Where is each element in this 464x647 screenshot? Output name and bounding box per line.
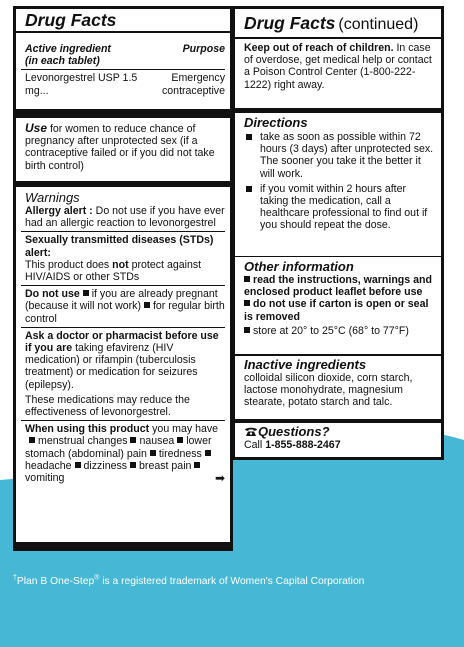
effect-item: menstrual changes [38,435,128,448]
right-title-box [235,9,441,37]
effect-item: headache [25,459,72,472]
inactive-ingredients-box [235,356,441,419]
directions-heading: Directions [244,115,308,130]
active-heading: Active ingredient (in each tablet) [25,43,111,68]
effect-item: tiredness [158,447,202,460]
std-text: This product does not protect against HIV/AIDS or other STDs [25,258,202,284]
effect-item: breast pain [139,459,192,472]
directions-item: if you vomit within 2 hours after taking the medication, call a healthcare professional to find out if you should repeat the dose. [244,183,436,232]
ask-doctor: Ask a doctor or pharmacist before use if you are taking efavirenz (HIV medication) or rifampin (tuberculosis treatment) or medication for seizures (epilepsy). [25,329,219,391]
phone-icon [244,426,258,437]
keep-out-box [235,39,441,108]
phone-number: Call 1-855-888-2467 [244,439,341,451]
warnings-box [16,187,230,542]
other-info-item: do not use if carton is open or seal is removed [244,298,429,323]
right-title-continued: (continued) [338,16,419,33]
directions-box [235,113,441,256]
continue-arrow-icon: ➡ [214,471,225,486]
active-ingredient-box [16,33,230,109]
do-not-use: Do not use if you are already pregnant (because it will not work) for regular birth control [25,288,225,325]
questions-box [235,423,441,457]
inactive-text: colloidal silicon dioxide, corn starch, lactose monohydrate, magnesium stearate, potato starch and talc. [244,372,413,409]
other-info-item: read the instructions, warnings and enclosed product leaflet before use [244,274,432,299]
use-heading: Use [25,121,48,135]
effect-item: dizziness [83,459,128,472]
reduce-effectiveness: These medications may reduce the effectiveness of levonorgestrel. [25,393,190,419]
questions-heading: Questions? [244,425,436,439]
keep-out-label: Keep out of reach of children. [244,42,394,54]
warnings-heading: Warnings [25,190,80,205]
trademark-footer: †Plan B One-Step® is a registered trademark of Women's Capital Corporation [13,574,365,587]
allergy-alert: Allergy alert : Do not use if you have ever had an allergic reaction to levonorgestrel [25,205,225,230]
when-using: When using this product you may have menstrual changes nausea lower stomach (abdominal) pain tiredness headache dizziness breast pain vomiting ➡ [25,423,225,486]
right-drug-facts-panel [232,6,444,460]
other-information-box [235,257,441,354]
inactive-heading: Inactive ingredients [244,357,367,372]
effect-item: lower stomach (abdominal) pain [25,435,212,460]
purpose-heading: Purpose [182,43,225,55]
directions-item: take as soon as possible within 72 hours (3 days) after unprotected sex. The sooner you take it the better it will work. [244,131,436,180]
use-box [16,118,230,181]
other-info-item: store at 20° to 25°C (68° to 77°F) [244,325,436,337]
effect-item: vomiting [25,472,65,485]
active-ingredient: Levonorgestrel USP 1.5 mg... [25,72,138,97]
right-title: Drug Facts [244,13,336,33]
left-drug-facts-panel [13,6,233,551]
keep-out-text: In case of overdose, get medical help or contact a Poison Control Center (1-800-222-1222) right away. [244,42,432,91]
left-title: Drug Facts [25,10,117,30]
use-text: for women to reduce chance of pregnancy after unprotected sex (if a contraceptive failed or if you did not take birth control) [25,123,215,172]
purpose-text: Emergency contraceptive [161,72,225,97]
left-title-box [16,9,230,31]
other-info-heading: Other information [244,259,354,274]
std-heading: Sexually transmitted diseases (STDs) alert: [25,234,214,259]
effect-item: nausea [139,435,175,448]
